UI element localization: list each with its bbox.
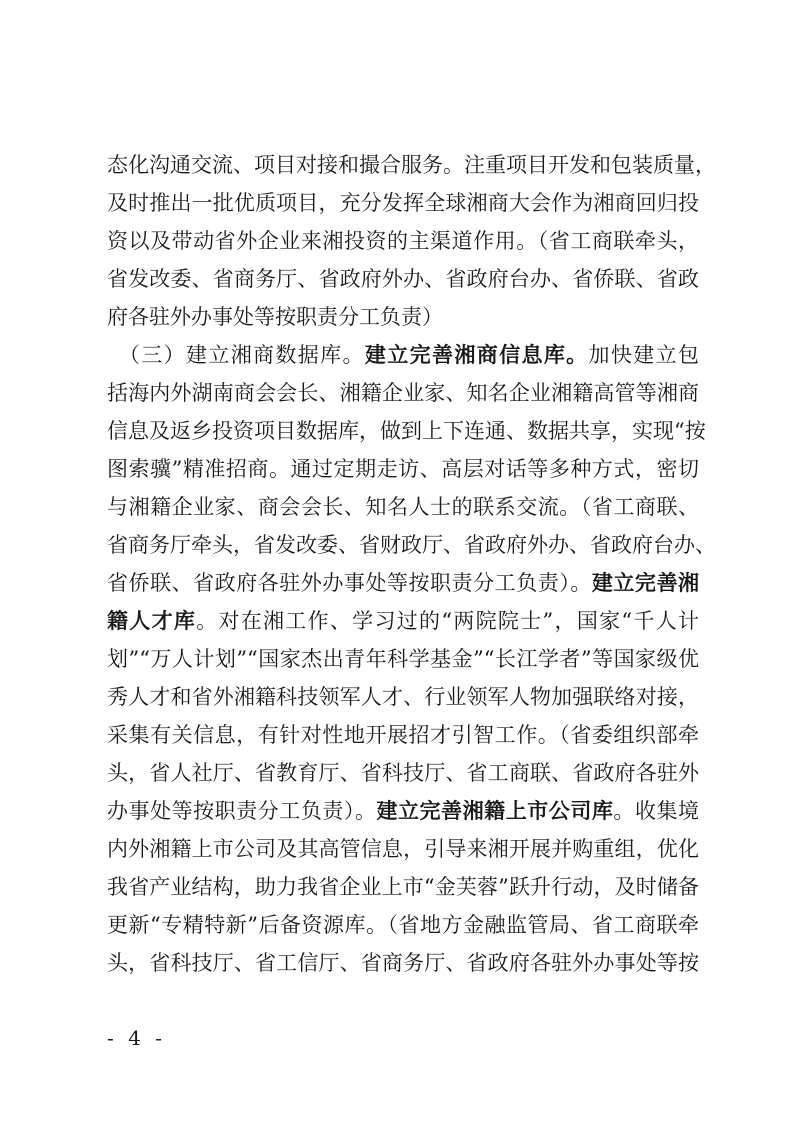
text-line — [107, 146, 716, 184]
body-text: 我省产业结构，助力我省企业上市“金芙蓉”跃升行动，及时储备 — [107, 875, 699, 899]
bold-heading-text: 建立完善湘籍上市公司库 — [376, 798, 614, 823]
text-line — [107, 184, 699, 222]
body-text: 更新“专精特新”后备资源库。（省地方金融监管局、省工商联牵 — [107, 913, 699, 937]
body-text: 资以及带动省外企业来湘投资的主渠道作用。（省工商联牵头， — [107, 229, 699, 253]
text-line — [107, 374, 699, 412]
body-text: 加快建立包 — [588, 343, 700, 367]
page-number: - 4 - — [107, 1026, 166, 1050]
text-line — [107, 412, 706, 450]
text-line — [107, 564, 699, 602]
body-text: 信息及返乡投资项目数据库，做到上下连通、数据共享，实现“按 — [107, 419, 706, 443]
body-text: 与湘籍企业家、商会会长、知名人士的联系交流。（省工商联、 — [107, 495, 699, 519]
text-line — [107, 640, 699, 678]
body-text: 省商务厅牵头，省发改委、省财政厅、省政府外办、省政府台办、 — [107, 533, 716, 557]
text-line — [107, 526, 716, 564]
body-text: 头，省科技厅、省工信厅、省商务厅、省政府各驻外办事处等按 — [107, 951, 699, 975]
bold-heading-text: 建立完善湘商信息库。 — [364, 342, 589, 367]
body-text: 府各驻外办事处等按职责分工负责） — [107, 305, 443, 329]
text-line — [107, 602, 699, 640]
body-text: 办事处等按职责分工负责）。 — [107, 799, 377, 823]
text-line — [107, 792, 699, 830]
body-text: 。收集境 — [613, 799, 700, 823]
body-text: 及时推出一批优质项目，充分发挥全球湘商大会作为湘商回归投 — [107, 191, 699, 215]
text-line — [107, 336, 699, 374]
text-line — [107, 906, 699, 944]
body-text: 括海内外湖南商会会长、湘籍企业家、知名企业湘籍高管等湘商 — [107, 381, 699, 405]
bold-heading-text: 建立完善湘 — [591, 570, 700, 595]
body-text: 态化沟通交流、项目对接和撮合服务。注重项目开发和包装质量， — [107, 153, 716, 177]
text-line — [107, 298, 699, 336]
text-line — [107, 260, 699, 298]
bold-heading-text: 籍人才库 — [107, 608, 197, 633]
text-line — [107, 716, 699, 754]
text-line — [107, 830, 699, 868]
text-line — [107, 450, 699, 488]
body-text: 划”“万人计划”“国家杰出青年科学基金”“长江学者”等国家级优 — [107, 647, 699, 671]
body-text: 采集有关信息，有针对性地开展招才引智工作。（省委组织部牵 — [107, 723, 699, 747]
text-line — [107, 868, 699, 906]
body-text: 省发改委、省商务厅、省政府外办、省政府台办、省侨联、省政 — [107, 267, 699, 291]
body-text: 头，省人社厅、省教育厅、省科技厅、省工商联、省政府各驻外 — [107, 761, 699, 785]
body-text: 图索骥”精准招商。通过定期走访、高层对话等多种方式，密切 — [107, 457, 699, 481]
body-text: 内外湘籍上市公司及其高管信息，引导来湘开展并购重组，优化 — [107, 837, 699, 861]
document-body — [107, 146, 716, 982]
body-text: （三）建立湘商数据库。 — [107, 343, 365, 367]
text-line — [107, 944, 699, 982]
text-line — [107, 754, 699, 792]
body-text: 。对在湘工作、学习过的“两院院士”，国家“千人计 — [196, 609, 699, 633]
body-text: 省侨联、省政府各驻外办事处等按职责分工负责）。 — [107, 571, 592, 595]
text-line — [107, 488, 699, 526]
body-text: 秀人才和省外湘籍科技领军人才、行业领军人物加强联络对接， — [107, 685, 699, 709]
text-line — [107, 678, 699, 716]
text-line — [107, 222, 699, 260]
